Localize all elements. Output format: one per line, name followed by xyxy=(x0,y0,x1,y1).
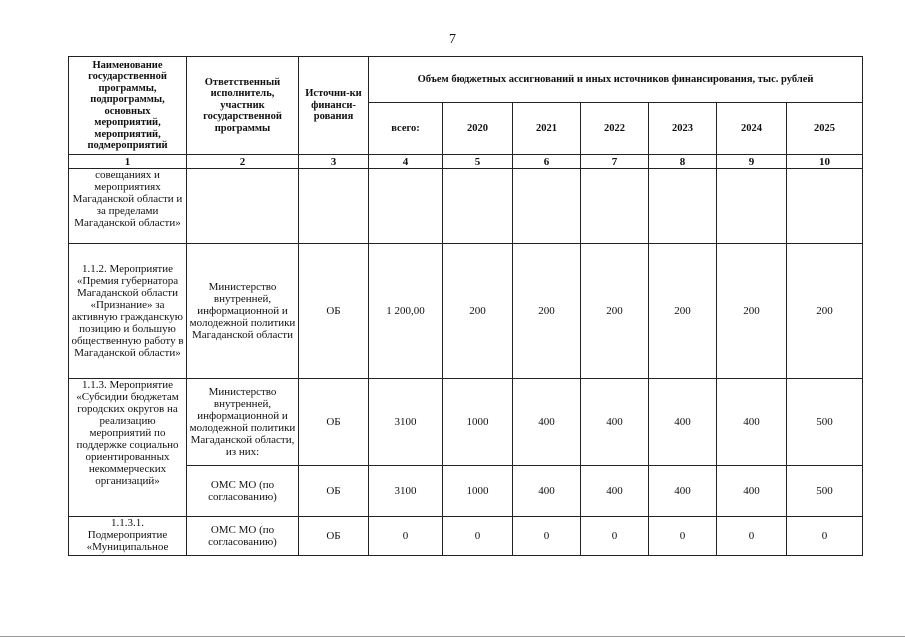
table-row xyxy=(69,169,863,244)
row-executor: ОМС МО (по согласованию) xyxy=(187,466,299,517)
row-source: ОБ xyxy=(299,379,369,466)
row-value: 200 xyxy=(787,244,863,379)
empty-cell xyxy=(787,169,863,244)
empty-cell xyxy=(649,169,717,244)
empty-cell xyxy=(717,169,787,244)
column-number: 5 xyxy=(443,155,513,169)
column-number: 4 xyxy=(369,155,443,169)
page-number: 7 xyxy=(449,32,456,47)
row-value: 200 xyxy=(581,244,649,379)
row-value: 400 xyxy=(649,379,717,466)
row-value: 400 xyxy=(717,379,787,466)
row-source: ОБ xyxy=(299,517,369,556)
row-value: 400 xyxy=(581,379,649,466)
empty-cell xyxy=(443,169,513,244)
row-executor: Министерство внутренней, информационной и молодежной политики Магаданской области xyxy=(187,244,299,379)
table-row xyxy=(69,517,863,556)
row-value: 400 xyxy=(649,466,717,517)
row-value: 400 xyxy=(513,466,581,517)
row-value: 1000 xyxy=(443,466,513,517)
header-year: 2023 xyxy=(649,103,717,155)
header-total: всего: xyxy=(369,103,443,155)
row-executor: Министерство внутренней, информационной и молодежной политики Магаданской области, из них: xyxy=(187,379,299,466)
budget-table xyxy=(68,56,863,556)
header-year: 2021 xyxy=(513,103,581,155)
row-value: 0 xyxy=(581,517,649,556)
row-value: 0 xyxy=(649,517,717,556)
header-year: 2024 xyxy=(717,103,787,155)
table-row xyxy=(69,379,863,466)
empty-cell xyxy=(187,169,299,244)
row-value: 3100 xyxy=(369,466,443,517)
row-source: ОБ xyxy=(299,244,369,379)
row-source: ОБ xyxy=(299,466,369,517)
header-volume: Объем бюджетных ассигнований и иных источников финансирования, тыс. рублей xyxy=(369,57,863,103)
row-name: 1.1.3. Мероприятие «Субсидии бюджетам городских округов на реализацию мероприятий по поддержке социально ориентированных некоммерческих организаций» xyxy=(69,379,187,517)
row-value: 3100 xyxy=(369,379,443,466)
row-value: 0 xyxy=(717,517,787,556)
empty-cell xyxy=(513,169,581,244)
page-edge-line xyxy=(0,636,905,637)
header-year: 2022 xyxy=(581,103,649,155)
header-year: 2020 xyxy=(443,103,513,155)
row-value: 200 xyxy=(513,244,581,379)
row-value: 400 xyxy=(717,466,787,517)
header-source: Источни-ки финанси-рования xyxy=(299,57,369,155)
row-value: 200 xyxy=(649,244,717,379)
column-number: 10 xyxy=(787,155,863,169)
column-number: 3 xyxy=(299,155,369,169)
row-value: 0 xyxy=(443,517,513,556)
row-value: 0 xyxy=(369,517,443,556)
row-name: 1.1.3.1. Подмероприятие «Муниципальное xyxy=(69,517,187,556)
table-row xyxy=(69,244,863,379)
row-value: 0 xyxy=(787,517,863,556)
row-value: 500 xyxy=(787,379,863,466)
header-row xyxy=(69,57,863,103)
empty-cell xyxy=(581,169,649,244)
column-number: 6 xyxy=(513,155,581,169)
row-value: 500 xyxy=(787,466,863,517)
table-row xyxy=(69,466,863,517)
row-name: 1.1.2. Мероприятие «Премия губернатора Магаданской области «Признание» за активную гражданскую позицию и большую общественную работу в Магаданской области» xyxy=(69,244,187,379)
row-executor: ОМС МО (по согласованию) xyxy=(187,517,299,556)
empty-cell xyxy=(369,169,443,244)
row-value: 0 xyxy=(513,517,581,556)
header-executor: Ответственный исполнитель, участник государственной программы xyxy=(187,57,299,155)
row-value: 1 200,00 xyxy=(369,244,443,379)
row-value: 400 xyxy=(581,466,649,517)
column-number-row xyxy=(69,155,863,169)
row-value: 1000 xyxy=(443,379,513,466)
column-number: 9 xyxy=(717,155,787,169)
header-year: 2025 xyxy=(787,103,863,155)
column-number: 8 xyxy=(649,155,717,169)
column-number: 7 xyxy=(581,155,649,169)
row-value: 200 xyxy=(443,244,513,379)
empty-cell xyxy=(299,169,369,244)
row-name: совещаниях и мероприятиях Магаданской области и за пределами Магаданской области» xyxy=(69,169,187,244)
row-value: 200 xyxy=(717,244,787,379)
header-name: Наименование государственной программы, подпрограммы, основных мероприятий, мероприятий, подмероприятий xyxy=(69,57,187,155)
column-number: 1 xyxy=(69,155,187,169)
row-value: 400 xyxy=(513,379,581,466)
column-number: 2 xyxy=(187,155,299,169)
